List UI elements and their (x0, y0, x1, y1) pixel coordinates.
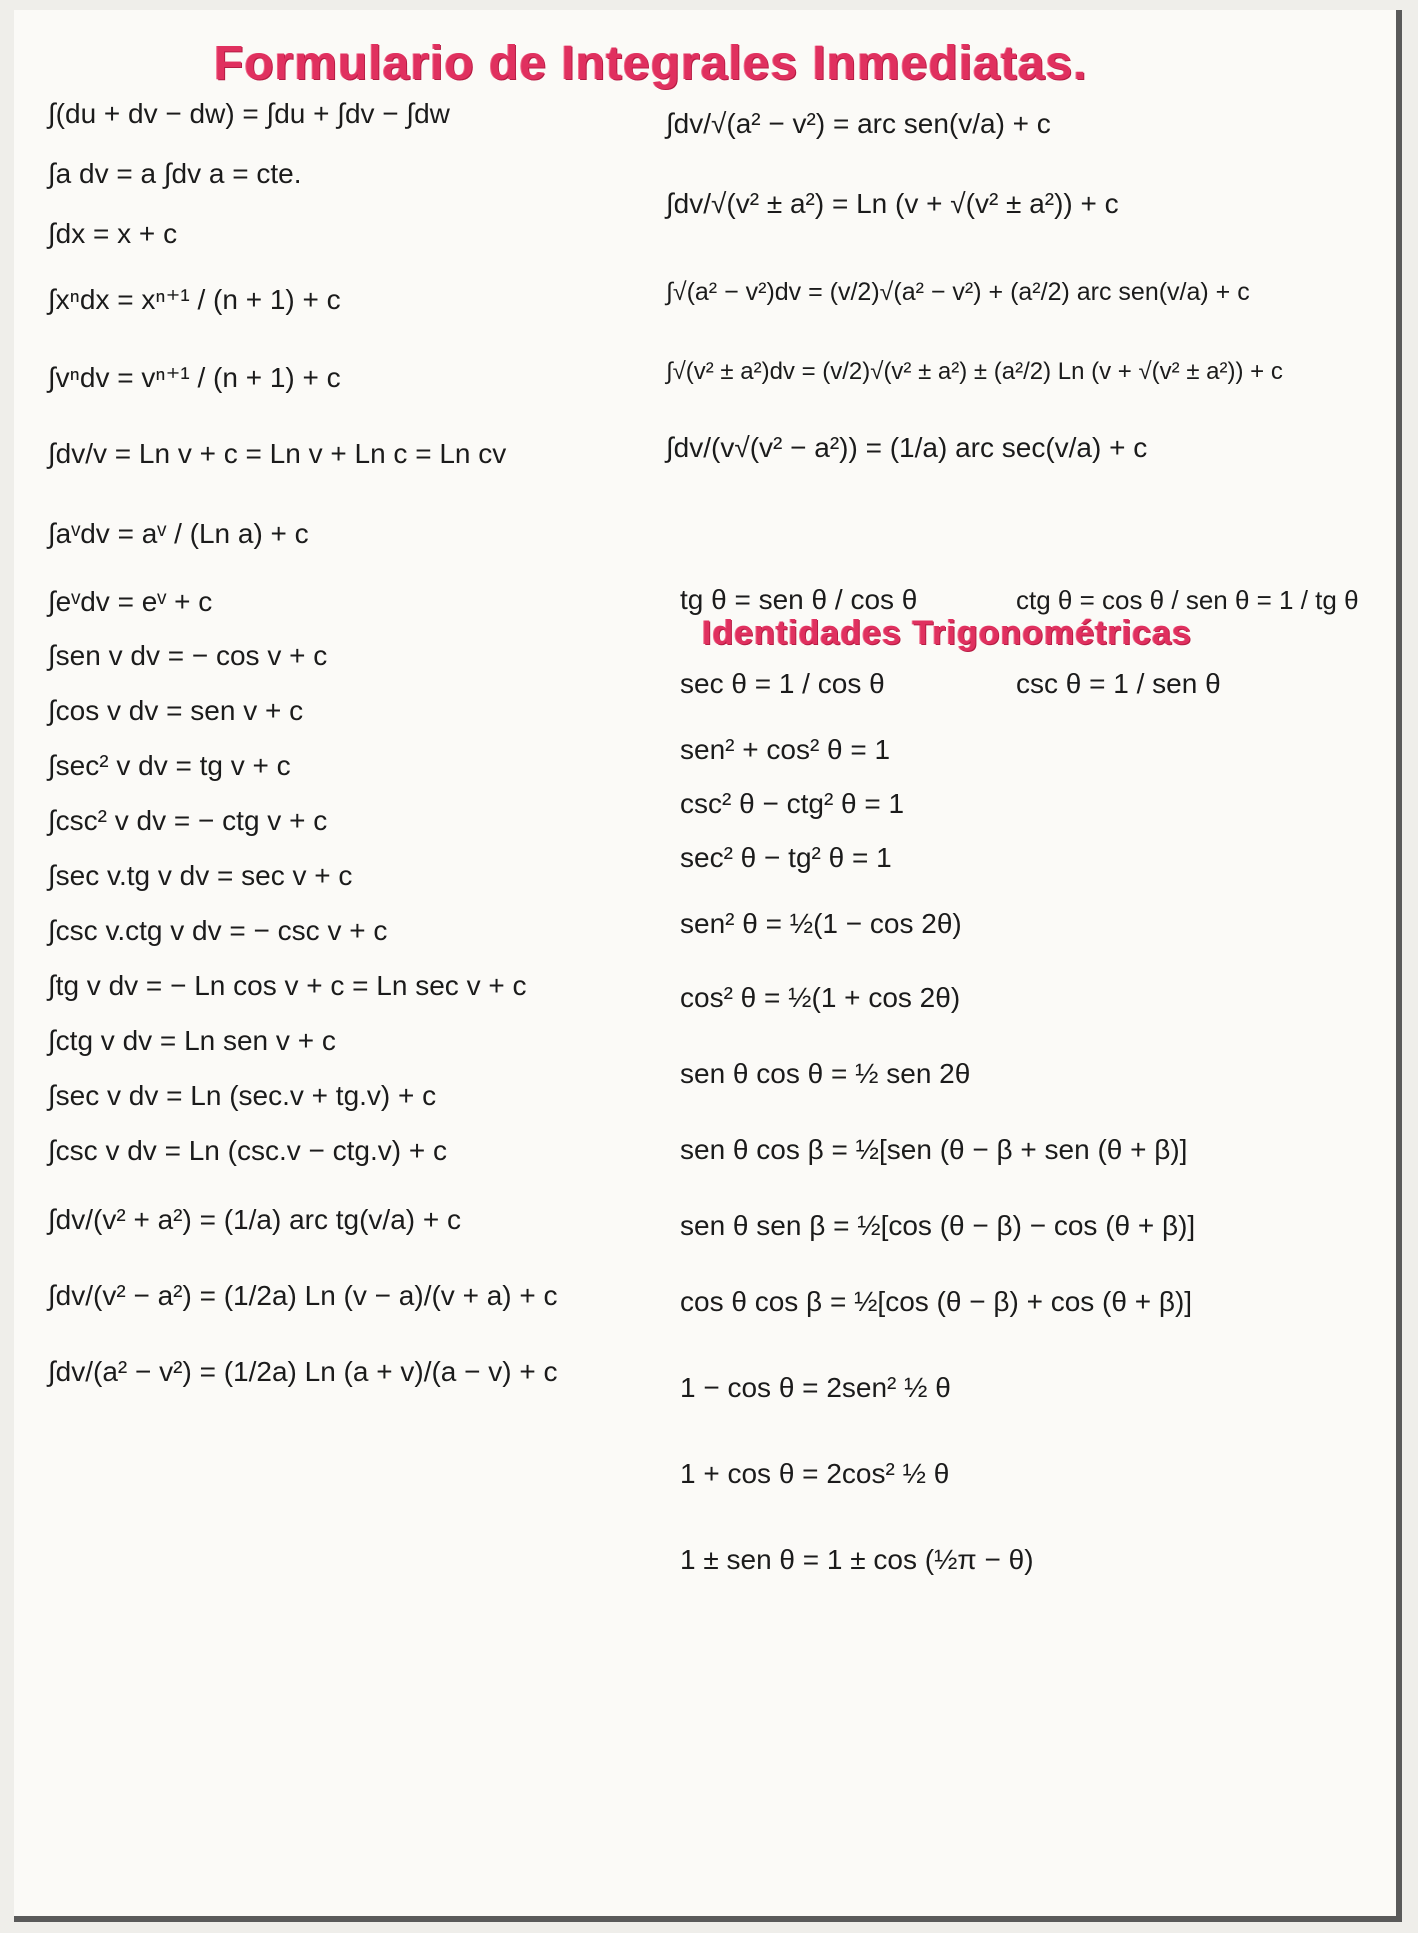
trig-identity: sec θ = 1 / cos θ (680, 668, 885, 699)
integral-formula: ∫aᵛdv = aᵛ / (Ln a) + c (48, 518, 309, 549)
trig-identity: 1 ± sen θ = 1 ± cos (½π − θ) (680, 1544, 1034, 1575)
integral-formula: ∫eᵛdv = eᵛ + c (48, 586, 213, 617)
integral-formula: ∫dv/(v² − a²) = (1/2a) Ln (v − a)/(v + a) + c (48, 1280, 558, 1311)
integral-formula: ∫sen v dv = − cos v + c (48, 640, 328, 671)
trig-identity: 1 + cos θ = 2cos² ½ θ (680, 1458, 950, 1489)
trig-identity: sec² θ − tg² θ = 1 (680, 842, 892, 873)
trig-identity: 1 − cos θ = 2sen² ½ θ (680, 1372, 951, 1403)
integral-formula: ∫tg v dv = − Ln cos v + c = Ln sec v + c (48, 970, 527, 1001)
integral-formula: ∫dv/√(v² ± a²) = Ln (v + √(v² ± a²)) + c (666, 188, 1119, 219)
trig-identity: sen θ cos θ = ½ sen 2θ (680, 1058, 971, 1089)
trig-identity: sen θ sen β = ½[cos (θ − β) − cos (θ + β)] (680, 1210, 1196, 1241)
integral-formula: ∫dx = x + c (48, 218, 178, 249)
integral-formula: ∫√(v² ± a²)dv = (v/2)√(v² ± a²) ± (a²/2) Ln (v + √(v² ± a²)) + c (666, 358, 1283, 385)
trig-identity: ctg θ = cos θ / sen θ = 1 / tg θ (1016, 585, 1359, 615)
integral-formula: ∫cos v dv = sen v + c (48, 695, 304, 726)
integral-formula: ∫csc v dv = Ln (csc.v − ctg.v) + c (48, 1135, 448, 1166)
integral-formula: ∫dv/(a² − v²) = (1/2a) Ln (a + v)/(a − v) + c (48, 1356, 558, 1387)
trig-identity: sen² θ = ½(1 − cos 2θ) (680, 908, 962, 939)
integral-formula: ∫dv/(v√(v² − a²)) = (1/a) arc sec(v/a) + c (666, 432, 1148, 463)
integral-formula: ∫xⁿdx = xⁿ⁺¹ / (n + 1) + c (48, 284, 341, 315)
integral-formula: ∫csc v.ctg v dv = − csc v + c (48, 915, 388, 946)
trig-identity: cos θ cos β = ½[cos (θ − β) + cos (θ + β)] (680, 1286, 1193, 1317)
integral-formula: ∫dv/(v² + a²) = (1/a) arc tg(v/a) + c (48, 1204, 461, 1235)
trig-identity: sen θ cos β = ½[sen (θ − β + sen (θ + β)] (680, 1134, 1188, 1165)
trig-identity: cos² θ = ½(1 + cos 2θ) (680, 982, 961, 1013)
integral-formula: ∫ctg v dv = Ln sen v + c (48, 1025, 336, 1056)
trig-identities-title: Identidades Trigonométricas (702, 614, 1192, 652)
integral-formula: ∫(du + dv − dw) = ∫du + ∫dv − ∫dw (48, 98, 450, 129)
integral-formula: ∫vⁿdv = vⁿ⁺¹ / (n + 1) + c (48, 362, 341, 393)
integral-formula: ∫sec v dv = Ln (sec.v + tg.v) + c (48, 1080, 437, 1111)
integral-formula: ∫csc² v dv = − ctg v + c (48, 805, 328, 836)
integral-formula: ∫dv/√(a² − v²) = arc sen(v/a) + c (666, 108, 1051, 139)
trig-identity: csc θ = 1 / sen θ (1016, 668, 1221, 699)
integral-formula: ∫dv/v = Ln v + c = Ln v + Ln c = Ln cv (48, 438, 507, 469)
formula-sheet (14, 10, 1402, 1922)
trig-identity: sen² + cos² θ = 1 (680, 734, 891, 765)
integral-formula: ∫√(a² − v²)dv = (v/2)√(a² − v²) + (a²/2) arc sen(v/a) + c (666, 278, 1250, 306)
integral-formula: ∫a dv = a ∫dv a = cte. (48, 158, 302, 189)
trig-identity: csc² θ − ctg² θ = 1 (680, 788, 905, 819)
trig-identity: tg θ = sen θ / cos θ (680, 584, 918, 615)
integral-formula: ∫sec² v dv = tg v + c (48, 750, 291, 781)
main-title: Formulario de Integrales Inmediatas. (214, 37, 1088, 90)
integral-formula: ∫sec v.tg v dv = sec v + c (48, 860, 353, 891)
